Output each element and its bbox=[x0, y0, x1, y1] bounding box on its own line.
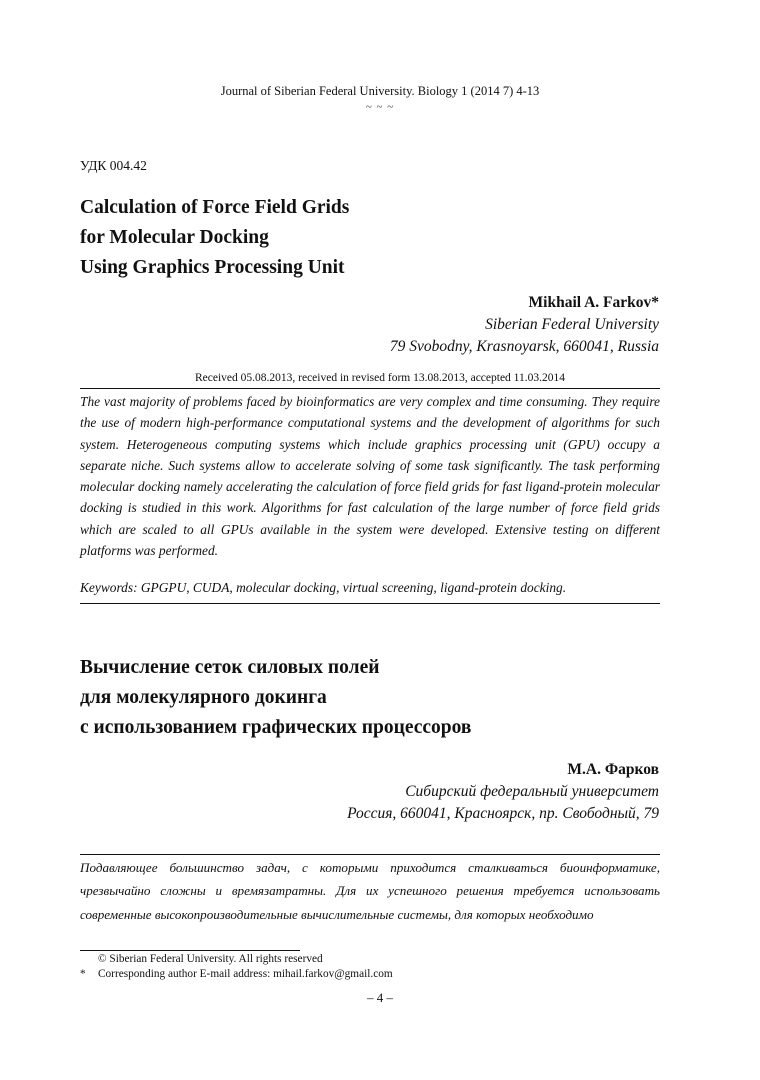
russian-abstract-rule bbox=[80, 854, 660, 855]
russian-title bbox=[80, 653, 471, 743]
journal-header: Journal of Siberian Federal University. Biology 1 (2014 7) 4-13 bbox=[220, 84, 540, 98]
english-title-line-2: for Molecular Docking bbox=[80, 227, 269, 248]
abstract-bottom-rule bbox=[80, 603, 660, 604]
abstract-top-rule bbox=[80, 388, 660, 389]
corresponding-footnote bbox=[80, 967, 393, 982]
english-title-line-1: Calculation of Force Field Grids bbox=[80, 197, 350, 218]
page-number: – 4 – bbox=[367, 990, 393, 1005]
russian-title-line-1: Вычисление сеток силовых полей bbox=[80, 657, 380, 678]
english-title-line-3: Using Graphics Processing Unit bbox=[80, 257, 345, 278]
english-abstract: The vast majority of problems faced by bioinformatics are very complex and time consuming. They require the use of modern high-performance computational systems and the development of algorithms for such system. Heterogeneous computing systems which include graphics processing unit (GPU) occupy a separate niche. Such systems allow to accelerate solving of some task significantly. The task performing molecular docking namely accelerating the calculation of force field grids for fast ligand-protein molecular docking is studied in this work. Algorithms for fast calculation of the large number of force field grids which are scaled to all GPUs available in the system were developed. Extensive testing on different platforms was performed. bbox=[80, 394, 660, 559]
english-affiliation-1: Siberian Federal University bbox=[485, 316, 659, 333]
english-author: Mikhail A. Farkov* bbox=[528, 294, 659, 311]
russian-title-line-2: для молекулярного докинга bbox=[80, 687, 327, 708]
russian-author: М.А. Фарков bbox=[567, 761, 659, 778]
received-dates: Received 05.08.2013, received in revised form 13.08.2013, accepted 11.03.2014 bbox=[194, 372, 566, 384]
footnote-rule bbox=[80, 950, 300, 951]
english-author-block bbox=[390, 292, 659, 358]
russian-author-block bbox=[347, 759, 659, 825]
footnote-marker: * bbox=[80, 968, 86, 980]
russian-abstract: Подавляющее большинство задач, с которыми приходится сталкиваться биоинформатике, чрезвычайно сложны и времязатратны. Для их успешного решения требуется использовать современные высокопроизводительные вычислительные системы, для которых необходимо bbox=[80, 860, 660, 922]
corresponding-author-email: Corresponding author E-mail address: mihail.farkov@gmail.com bbox=[98, 968, 393, 980]
english-title bbox=[80, 193, 349, 283]
russian-affiliation-1: Сибирский федеральный университет bbox=[405, 783, 659, 800]
english-affiliation-2: 79 Svobodny, Krasnoyarsk, 660041, Russia bbox=[389, 338, 659, 355]
copyright-footnote: © Siberian Federal University. All rights reserved bbox=[98, 953, 323, 965]
russian-title-line-3: с использованием графических процессоров bbox=[80, 717, 472, 738]
russian-affiliation-2: Россия, 660041, Красноярск, пр. Свободный, 79 bbox=[347, 805, 659, 822]
keywords: Keywords: GPGPU, CUDA, molecular docking, virtual screening, ligand-protein docking. bbox=[80, 580, 567, 595]
header-ornament: ~ ~ ~ bbox=[365, 101, 395, 113]
udk-code: УДК 004.42 bbox=[80, 158, 147, 173]
